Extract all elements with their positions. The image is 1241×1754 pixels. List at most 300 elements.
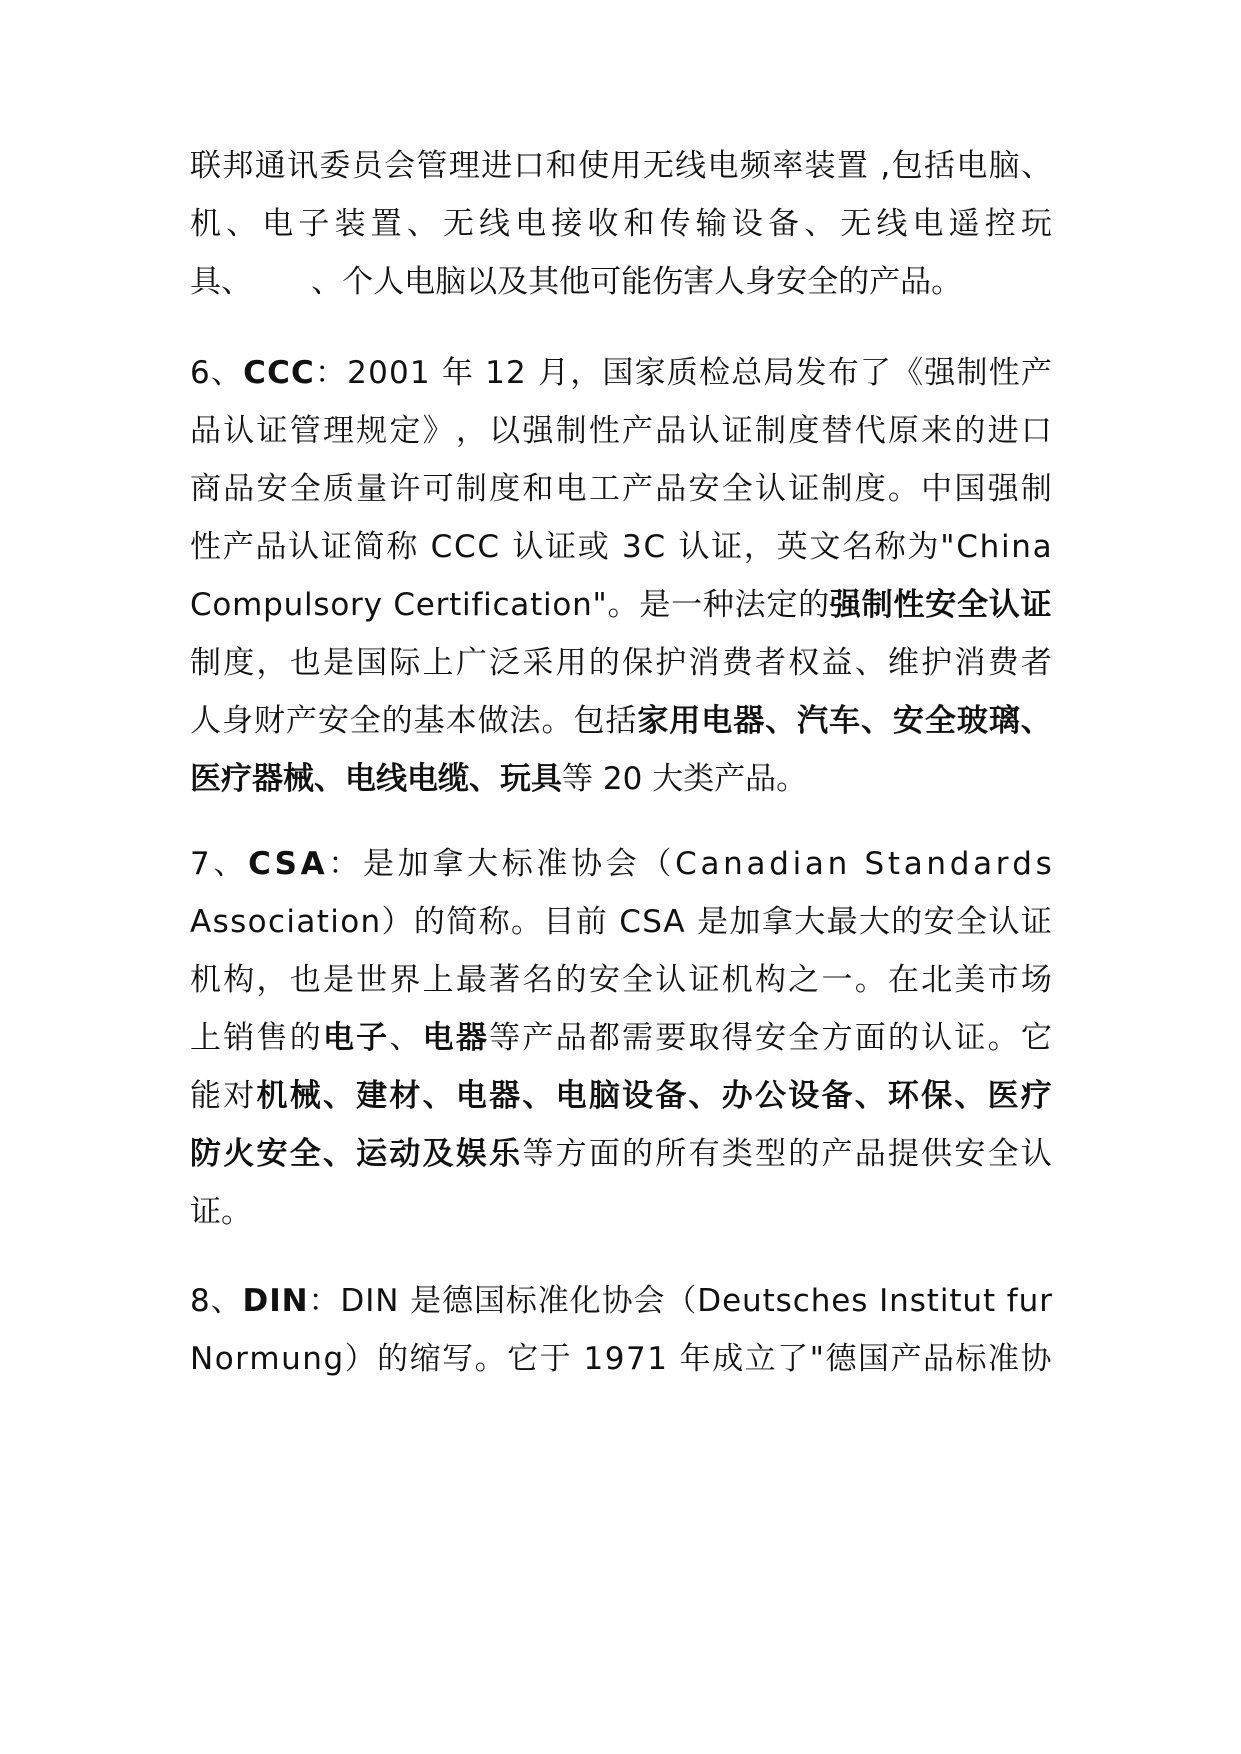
glyph: 口 <box>513 148 545 184</box>
glyph: 在 <box>887 962 919 998</box>
glyph: 加 <box>729 904 761 940</box>
glyph: 护 <box>921 645 953 681</box>
text-line <box>190 191 1052 257</box>
glyph: 括 <box>923 148 955 184</box>
glyph: 、 <box>210 1283 242 1319</box>
glyph: 7 <box>190 846 210 882</box>
glyph: 的 <box>954 413 986 449</box>
glyph: 发 <box>795 355 827 391</box>
glyph: 、 <box>854 645 886 681</box>
glyph: 线 <box>876 206 908 242</box>
glyph: d <box>949 846 970 882</box>
glyph: 等 <box>489 1020 521 1056</box>
glyph: 制 <box>754 413 786 449</box>
glyph: 一 <box>821 962 853 998</box>
glyph: 、 <box>422 1078 454 1114</box>
text-line <box>190 456 1052 522</box>
glyph: 传 <box>659 206 691 242</box>
glyph: 型 <box>754 1136 786 1172</box>
glyph: 器 <box>733 703 765 739</box>
glyph: i <box>462 587 471 623</box>
glyph: C <box>267 355 290 391</box>
glyph: 用 <box>610 148 642 184</box>
glyph: 布 <box>827 355 859 391</box>
glyph: 广 <box>455 645 487 681</box>
glyph: 面 <box>588 1136 620 1172</box>
glyph: 做 <box>477 703 509 739</box>
glyph: 原 <box>887 413 919 449</box>
glyph: a <box>1032 529 1052 565</box>
glyph: 名 <box>522 962 554 998</box>
glyph: 美 <box>954 962 986 998</box>
glyph: 安 <box>317 703 349 739</box>
glyph: C <box>291 355 314 391</box>
glyph: 可 <box>422 471 454 507</box>
glyph: t <box>762 1283 775 1319</box>
glyph: 认 <box>988 904 1020 940</box>
glyph: n <box>889 1283 909 1319</box>
glyph: r <box>350 587 363 623</box>
glyph: ： <box>308 1283 340 1319</box>
glyph: ， <box>455 413 487 449</box>
glyph: 全 <box>924 703 956 739</box>
glyph: I <box>269 1283 281 1319</box>
glyph: 器 <box>489 1078 521 1114</box>
glyph: 制 <box>190 645 221 681</box>
glyph: h <box>810 1283 831 1319</box>
text-line <box>190 249 1052 315</box>
glyph: 证 <box>721 413 753 449</box>
glyph: 也 <box>289 962 321 998</box>
glyph: 种 <box>702 587 734 623</box>
glyph: 玩 <box>1020 206 1052 242</box>
glyph: 大 <box>794 904 826 940</box>
glyph: 和 <box>545 148 577 184</box>
glyph: 化 <box>569 1283 601 1319</box>
glyph: 是 <box>322 962 354 998</box>
glyph: 名 <box>842 529 874 565</box>
glyph: 的 <box>381 703 413 739</box>
glyph: I <box>365 1283 375 1319</box>
glyph: 为 <box>907 529 939 565</box>
glyph: c <box>492 587 510 623</box>
glyph: 公 <box>754 1078 786 1114</box>
glyph: 子 <box>298 206 330 242</box>
glyph: 性 <box>588 413 620 449</box>
glyph: 0 <box>389 355 409 391</box>
glyph: 度 <box>489 471 521 507</box>
glyph: 市 <box>987 962 1019 998</box>
glyph: s <box>1035 846 1052 882</box>
glyph: 泛 <box>489 645 521 681</box>
glyph: 所 <box>655 1136 687 1172</box>
glyph: 者 <box>1020 645 1052 681</box>
glyph: 全 <box>622 962 654 998</box>
glyph: 使 <box>578 148 610 184</box>
glyph: t <box>530 587 543 623</box>
glyph: 认 <box>688 413 720 449</box>
glyph <box>383 572 393 638</box>
glyph: 缩 <box>409 1341 441 1377</box>
glyph: 》 <box>422 413 454 449</box>
glyph: 了 <box>777 1341 809 1377</box>
glyph: 北 <box>921 962 953 998</box>
glyph: 收 <box>587 206 619 242</box>
glyph: a <box>296 904 316 940</box>
glyph: 产 <box>522 1020 554 1056</box>
glyph: i <box>1000 529 1010 565</box>
glyph: 保 <box>921 1078 953 1114</box>
glyph: 装 <box>804 148 836 184</box>
glyph: 本 <box>445 703 477 739</box>
glyph: 最 <box>455 962 487 998</box>
glyph: 制 <box>956 355 988 391</box>
glyph: 替 <box>821 413 853 449</box>
glyph: 、 <box>226 206 258 242</box>
glyph: 产 <box>622 413 654 449</box>
glyph: s <box>909 1283 926 1319</box>
glyph: 邦 <box>222 148 254 184</box>
glyph <box>572 1326 582 1392</box>
glyph: o <box>247 904 267 940</box>
glyph: 、 <box>1020 703 1052 739</box>
glyph: 品 <box>923 1341 955 1377</box>
glyph: 会 <box>384 148 416 184</box>
glyph: 的 <box>588 645 620 681</box>
glyph: , <box>880 148 891 184</box>
glyph: 认 <box>288 529 320 565</box>
glyph: 2 <box>347 355 367 391</box>
glyph: 德 <box>442 1283 474 1319</box>
glyph: 界 <box>389 962 421 998</box>
glyph: 也 <box>289 645 321 681</box>
glyph: 称 <box>478 904 510 940</box>
glyph: 的 <box>413 904 445 940</box>
glyph: 大 <box>858 904 890 940</box>
glyph: 人 <box>190 703 221 739</box>
glyph: 电 <box>262 206 294 242</box>
glyph: 标 <box>955 1341 987 1377</box>
glyph: 全 <box>956 904 987 940</box>
glyph: 强 <box>829 587 861 623</box>
glyph: 费 <box>721 645 753 681</box>
glyph: 准 <box>536 846 568 882</box>
glyph: 的 <box>555 962 587 998</box>
glyph: N <box>281 1283 308 1319</box>
glyph: " <box>809 1341 825 1377</box>
glyph: s <box>775 1283 792 1319</box>
glyph: 有 <box>688 1136 720 1172</box>
glyph: 标 <box>501 846 533 882</box>
glyph: 无 <box>642 148 674 184</box>
glyph: 线 <box>675 148 707 184</box>
glyph: 度 <box>788 413 820 449</box>
glyph: C <box>453 529 476 565</box>
glyph: 、 <box>1021 148 1052 184</box>
glyph: 的 <box>622 1136 654 1172</box>
glyph: 制 <box>821 471 853 507</box>
glyph: t <box>887 846 900 882</box>
glyph: 运 <box>356 1136 388 1172</box>
glyph: 检 <box>698 355 730 391</box>
glyph <box>431 340 441 406</box>
glyph: m <box>249 1341 280 1377</box>
body-text: 具、 、个人电脑以及其他可能伤害人身安全的产品。 <box>190 264 963 300</box>
text-line <box>190 514 1052 580</box>
glyph: 度 <box>223 645 255 681</box>
glyph: 全 <box>349 703 381 739</box>
glyph: 度 <box>854 471 886 507</box>
glyph: 证 <box>256 413 288 449</box>
glyph: t <box>449 587 462 623</box>
glyph: 英 <box>776 529 808 565</box>
glyph: 机 <box>190 206 221 242</box>
text-line <box>190 1326 1052 1392</box>
glyph: a <box>746 846 766 882</box>
glyph: a <box>700 846 720 882</box>
glyph: C <box>190 587 212 623</box>
glyph: 、 <box>861 703 893 739</box>
glyph: 代 <box>854 413 886 449</box>
glyph <box>996 1268 1006 1334</box>
body-text: 证。 <box>190 1194 252 1230</box>
glyph: 7 <box>625 1341 646 1377</box>
glyph: 的 <box>887 1020 919 1056</box>
text-line <box>190 340 1052 406</box>
glyph: o <box>330 587 350 623</box>
glyph <box>868 1268 878 1334</box>
glyph: 进 <box>987 413 1019 449</box>
glyph: 品 <box>255 529 287 565</box>
text-line <box>190 1121 1052 1187</box>
glyph: 消 <box>688 645 720 681</box>
glyph: 国 <box>602 355 634 391</box>
glyph: 拿 <box>761 904 793 940</box>
glyph: D <box>242 1283 269 1319</box>
glyph: t <box>316 904 329 940</box>
glyph: i <box>286 904 295 940</box>
glyph: 脑 <box>588 1078 620 1114</box>
glyph: 的 <box>377 1341 409 1377</box>
glyph <box>399 1268 409 1334</box>
text-line <box>190 688 1052 754</box>
glyph: 和 <box>623 206 655 242</box>
glyph: 产 <box>222 529 254 565</box>
glyph: 等 <box>522 1136 554 1172</box>
glyph: 强 <box>987 471 1019 507</box>
glyph: （ <box>665 1283 697 1319</box>
glyph: 电 <box>322 1020 354 1056</box>
glyph: 准 <box>537 1283 569 1319</box>
glyph: 证 <box>688 962 720 998</box>
glyph: 维 <box>887 645 919 681</box>
glyph: C <box>430 529 453 565</box>
glyph: N <box>190 1341 214 1377</box>
glyph: 车 <box>829 703 861 739</box>
glyph: 机 <box>256 1078 288 1114</box>
glyph: o <box>552 587 572 623</box>
glyph: 乐 <box>489 1136 521 1172</box>
glyph: 中 <box>921 471 953 507</box>
glyph: 理 <box>322 413 354 449</box>
glyph: n <box>723 846 743 882</box>
glyph: 火 <box>223 1136 255 1172</box>
glyph: 上 <box>190 1020 221 1056</box>
glyph: 设 <box>622 1078 654 1114</box>
glyph: u <box>1018 1283 1039 1319</box>
glyph: 它 <box>507 1341 539 1377</box>
glyph: 国 <box>473 1283 505 1319</box>
glyph: 备 <box>821 1078 853 1114</box>
glyph: 品 <box>655 413 687 449</box>
glyph <box>686 889 696 955</box>
glyph: 大 <box>467 846 499 882</box>
glyph: l <box>304 587 313 623</box>
glyph: " <box>592 587 607 623</box>
glyph: 办 <box>721 1078 753 1114</box>
glyph: 脑 <box>988 148 1020 184</box>
glyph: 璃 <box>988 703 1020 739</box>
glyph: 3 <box>622 529 642 565</box>
glyph: 委 <box>319 148 351 184</box>
glyph: 安 <box>892 703 924 739</box>
glyph: 讯 <box>287 148 319 184</box>
glyph: 称 <box>874 529 906 565</box>
text-line <box>190 746 1052 812</box>
glyph: 年 <box>679 1341 711 1377</box>
glyph: 得 <box>721 1020 753 1056</box>
glyph: 包 <box>891 148 923 184</box>
glyph: u <box>281 1341 301 1377</box>
glyph: 构 <box>223 962 255 998</box>
glyph: 《 <box>892 355 924 391</box>
glyph: S <box>864 846 885 882</box>
glyph: 汽 <box>797 703 829 739</box>
glyph <box>527 340 537 406</box>
glyph: 置 <box>836 148 868 184</box>
glyph: s <box>230 904 247 940</box>
glyph: 安 <box>754 1020 786 1056</box>
glyph: 设 <box>788 1078 820 1114</box>
glyph: a <box>510 587 530 623</box>
glyph: 要 <box>655 1020 687 1056</box>
glyph: 及 <box>422 1136 454 1172</box>
glyph: 加 <box>397 846 429 882</box>
glyph: 机 <box>190 962 221 998</box>
glyph: 1 <box>583 1341 604 1377</box>
glyph: 最 <box>826 904 858 940</box>
glyph: ） <box>381 904 413 940</box>
glyph: 于 <box>539 1341 571 1377</box>
glyph: 场 <box>1020 962 1052 998</box>
glyph: 进 <box>481 148 513 184</box>
glyph: i <box>939 1283 949 1319</box>
glyph: 会 <box>605 846 637 882</box>
glyph: 称 <box>386 529 418 565</box>
glyph: 备 <box>655 1078 687 1114</box>
glyph: d <box>769 846 789 882</box>
glyph: 理 <box>448 148 480 184</box>
glyph: 。 <box>887 471 919 507</box>
glyph: ， <box>570 355 602 391</box>
glyph: 方 <box>555 1136 587 1172</box>
glyph: 。 <box>541 703 573 739</box>
glyph: ， <box>743 529 775 565</box>
glyph: 器 <box>455 1020 487 1056</box>
glyph: 品 <box>223 471 255 507</box>
glyph: 全 <box>788 1020 820 1056</box>
glyph: 了 <box>859 355 891 391</box>
glyph: 定 <box>766 587 798 623</box>
glyph: 认 <box>655 962 687 998</box>
glyph: 员 <box>351 148 383 184</box>
glyph: 娱 <box>455 1136 487 1172</box>
glyph: r <box>435 587 449 623</box>
glyph: 全 <box>956 587 988 623</box>
glyph: 设 <box>731 206 763 242</box>
glyph: t <box>926 1283 939 1319</box>
text-line <box>190 1063 1052 1129</box>
text-line <box>190 1268 1052 1334</box>
glyph: 费 <box>987 645 1019 681</box>
glyph: S <box>274 846 297 882</box>
glyph: 玻 <box>956 703 988 739</box>
glyph: 。 <box>987 1020 1019 1056</box>
glyph: 、 <box>854 1078 886 1114</box>
glyph: n <box>302 1341 322 1377</box>
glyph: 安 <box>925 587 957 623</box>
glyph: 6 <box>190 355 210 391</box>
text-line <box>190 133 1052 199</box>
glyph: 立 <box>744 1341 776 1377</box>
glyph: 上 <box>422 962 454 998</box>
glyph: 品 <box>854 1136 886 1172</box>
glyph: 年 <box>441 355 473 391</box>
glyph: e <box>722 1283 742 1319</box>
glyph: 需 <box>622 1020 654 1056</box>
glyph: 全 <box>721 471 753 507</box>
text-line <box>190 572 1052 638</box>
glyph <box>667 514 677 580</box>
glyph: 认 <box>988 587 1020 623</box>
text-line <box>190 1005 1052 1071</box>
glyph: 0 <box>368 355 388 391</box>
glyph: 置 <box>370 206 402 242</box>
text-line <box>190 889 1052 955</box>
glyph: 它 <box>1020 1020 1052 1056</box>
glyph: 上 <box>422 645 454 681</box>
glyph <box>851 831 861 897</box>
bold-text: 医疗器械、电线电缆、玩具 <box>190 761 562 797</box>
glyph: 1 <box>409 355 430 391</box>
glyph: 品 <box>190 413 221 449</box>
text-line <box>190 947 1052 1013</box>
glyph: 机 <box>721 962 753 998</box>
glyph: e <box>415 587 435 623</box>
glyph: 销 <box>223 1020 255 1056</box>
glyph: 管 <box>416 148 448 184</box>
glyph: o <box>214 1341 234 1377</box>
glyph: 认 <box>512 529 544 565</box>
glyph: 品 <box>655 471 687 507</box>
glyph: 控 <box>984 206 1016 242</box>
glyph: 际 <box>389 645 421 681</box>
glyph: 建 <box>356 1078 388 1114</box>
glyph: 财 <box>253 703 285 739</box>
glyph: 售 <box>256 1020 288 1056</box>
glyph: 能 <box>190 1078 221 1114</box>
glyph: 或 <box>577 529 609 565</box>
